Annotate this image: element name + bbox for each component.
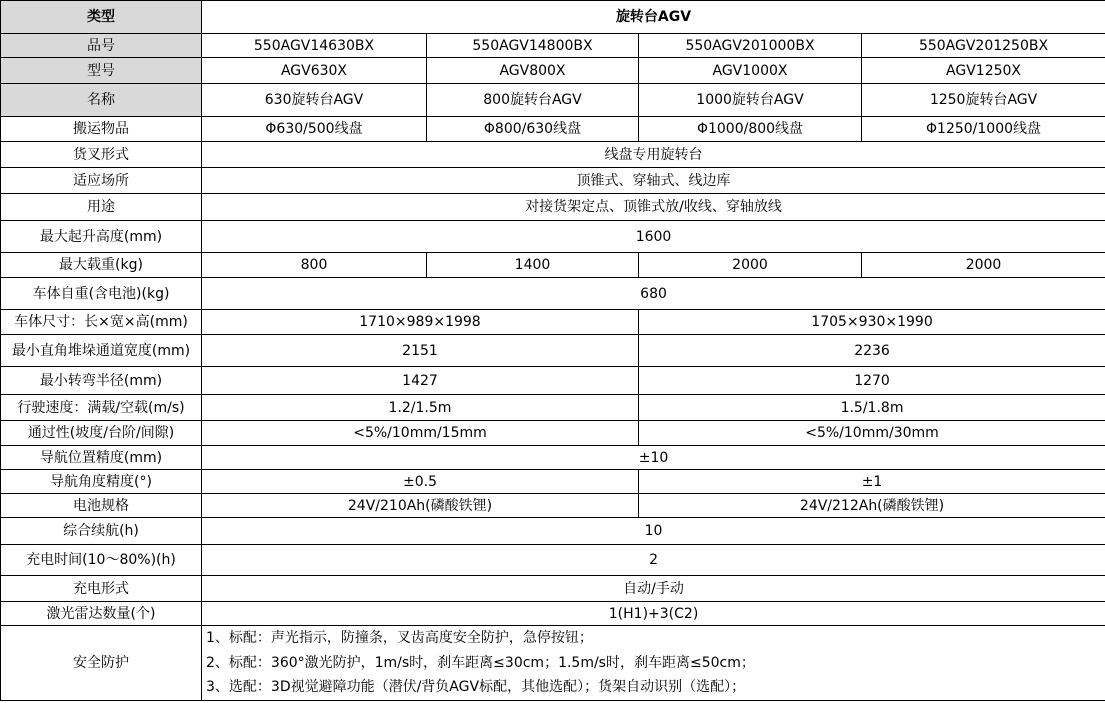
cell-max-lift: 1600: [202, 221, 1105, 253]
row-fork-type: [1, 142, 1105, 168]
row-part-no: [1, 34, 1105, 58]
label-site: 适应场所: [1, 168, 202, 194]
row-min-aisle: [1, 335, 1105, 367]
cell-model-3: AGV1000X: [639, 58, 862, 84]
cell-speed-1: 1.2/1.5m: [202, 395, 639, 421]
cell-max-load-1: 800: [202, 253, 427, 278]
cell-nav-pos: ±10: [202, 446, 1105, 470]
cell-cargo-4: Φ1250/1000线盘: [862, 117, 1105, 142]
cell-safety: [202, 626, 1105, 701]
label-max-load: 最大载重(kg): [1, 253, 202, 278]
safety-line-3: 3、选配：3D视觉避障功能（潜伏/背负AGV标配，其他选配）；货架自动识别（选配）；: [206, 679, 746, 695]
label-nav-angle: 导航角度精度(°): [1, 470, 202, 494]
label-self-weight: 车体自重(含电池)(kg): [1, 278, 202, 310]
label-battery: 电池规格: [1, 494, 202, 518]
row-body-size: [1, 310, 1105, 335]
cell-passability-2: <5%/10mm/30mm: [639, 421, 1105, 446]
label-body-size: 车体尺寸：长×宽×高(mm): [1, 310, 202, 335]
cell-name-1: 630旋转台AGV: [202, 84, 427, 117]
row-self-weight: [1, 278, 1105, 310]
cell-battery-1: 24V/210Ah(磷酸铁锂): [202, 494, 639, 518]
label-passability: 通过性(坡度/台阶/间隙): [1, 421, 202, 446]
row-min-turn: [1, 367, 1105, 395]
label-nav-pos: 导航位置精度(mm): [1, 446, 202, 470]
row-model: [1, 58, 1105, 84]
cell-passability-1: <5%/10mm/15mm: [202, 421, 639, 446]
cell-speed-2: 1.5/1.8m: [639, 395, 1105, 421]
cell-name-3: 1000旋转台AGV: [639, 84, 862, 117]
cell-charge-time: 2: [202, 545, 1105, 576]
row-safety: [1, 626, 1105, 701]
row-battery: [1, 494, 1105, 518]
label-usage: 用途: [1, 194, 202, 221]
row-speed: [1, 395, 1105, 421]
label-min-aisle: 最小直角堆垛通道宽度(mm): [1, 335, 202, 367]
label-min-turn: 最小转弯半径(mm): [1, 367, 202, 395]
label-lidar: 激光雷达数量(个): [1, 602, 202, 626]
cell-usage: 对接货架定点、顶锥式放/收线、穿轴放线: [202, 194, 1105, 221]
row-passability: [1, 421, 1105, 446]
cell-body-size-1: 1710×989×1998: [202, 310, 639, 335]
label-charge-time: 充电时间(10～80%)(h): [1, 545, 202, 576]
cell-nav-angle-2: ±1: [639, 470, 1105, 494]
safety-line-1: 1、标配：声光指示，防撞条，叉齿高度安全防护，急停按钮；: [206, 630, 593, 646]
cell-model-2: AGV800X: [427, 58, 639, 84]
label-charge-mode: 充电形式: [1, 576, 202, 602]
cell-min-aisle-2: 2236: [639, 335, 1105, 367]
cell-part-no-3: 550AGV201000BX: [639, 34, 862, 58]
row-endurance: [1, 518, 1105, 545]
cell-max-load-2: 1400: [427, 253, 639, 278]
label-speed: 行驶速度：满载/空载(m/s): [1, 395, 202, 421]
cell-cargo-3: Φ1000/800线盘: [639, 117, 862, 142]
row-charge-mode: [1, 576, 1105, 602]
cell-battery-2: 24V/212Ah(磷酸铁锂): [639, 494, 1105, 518]
cell-part-no-1: 550AGV14630BX: [202, 34, 427, 58]
cell-lidar: 1(H1)+3(C2): [202, 602, 1105, 626]
cell-nav-angle-1: ±0.5: [202, 470, 639, 494]
cell-max-load-3: 2000: [639, 253, 862, 278]
safety-line-2: 2、标配：360°激光防护，1m/s时，刹车距离≤30cm；1.5m/s时，刹车距离≤50cm；: [206, 654, 755, 671]
cell-model-4: AGV1250X: [862, 58, 1105, 84]
row-lidar: [1, 602, 1105, 626]
label-name: 名称: [1, 84, 202, 117]
row-cargo: [1, 117, 1105, 142]
cell-body-size-2: 1705×930×1990: [639, 310, 1105, 335]
label-part-no: 品号: [1, 34, 202, 58]
cell-min-turn-2: 1270: [639, 367, 1105, 395]
label-fork-type: 货叉形式: [1, 142, 202, 168]
label-type: 类型: [1, 1, 202, 34]
label-endurance: 综合续航(h): [1, 518, 202, 545]
cell-name-2: 800旋转台AGV: [427, 84, 639, 117]
cell-max-load-4: 2000: [862, 253, 1105, 278]
label-cargo: 搬运物品: [1, 117, 202, 142]
label-model: 型号: [1, 58, 202, 84]
cell-site: 顶锥式、穿轴式、线边库: [202, 168, 1105, 194]
row-name: [1, 84, 1105, 117]
label-safety: 安全防护: [1, 626, 202, 701]
row-max-load: [1, 253, 1105, 278]
value-type: 旋转台AGV: [202, 1, 1105, 34]
cell-endurance: 10: [202, 518, 1105, 545]
cell-name-4: 1250旋转台AGV: [862, 84, 1105, 117]
cell-cargo-1: Φ630/500线盘: [202, 117, 427, 142]
cell-min-aisle-1: 2151: [202, 335, 639, 367]
row-max-lift: [1, 221, 1105, 253]
cell-min-turn-1: 1427: [202, 367, 639, 395]
cell-part-no-2: 550AGV14800BX: [427, 34, 639, 58]
cell-cargo-2: Φ800/630线盘: [427, 117, 639, 142]
row-charge-time: [1, 545, 1105, 576]
cell-part-no-4: 550AGV201250BX: [862, 34, 1105, 58]
cell-model-1: AGV630X: [202, 58, 427, 84]
row-nav-pos: [1, 446, 1105, 470]
label-max-lift: 最大起升高度(mm): [1, 221, 202, 253]
cell-self-weight: 680: [202, 278, 1105, 310]
row-nav-angle: [1, 470, 1105, 494]
cell-fork-type: 线盘专用旋转台: [202, 142, 1105, 168]
row-type: [1, 1, 1105, 34]
row-usage: [1, 194, 1105, 221]
row-site: [1, 168, 1105, 194]
cell-charge-mode: 自动/手动: [202, 576, 1105, 602]
